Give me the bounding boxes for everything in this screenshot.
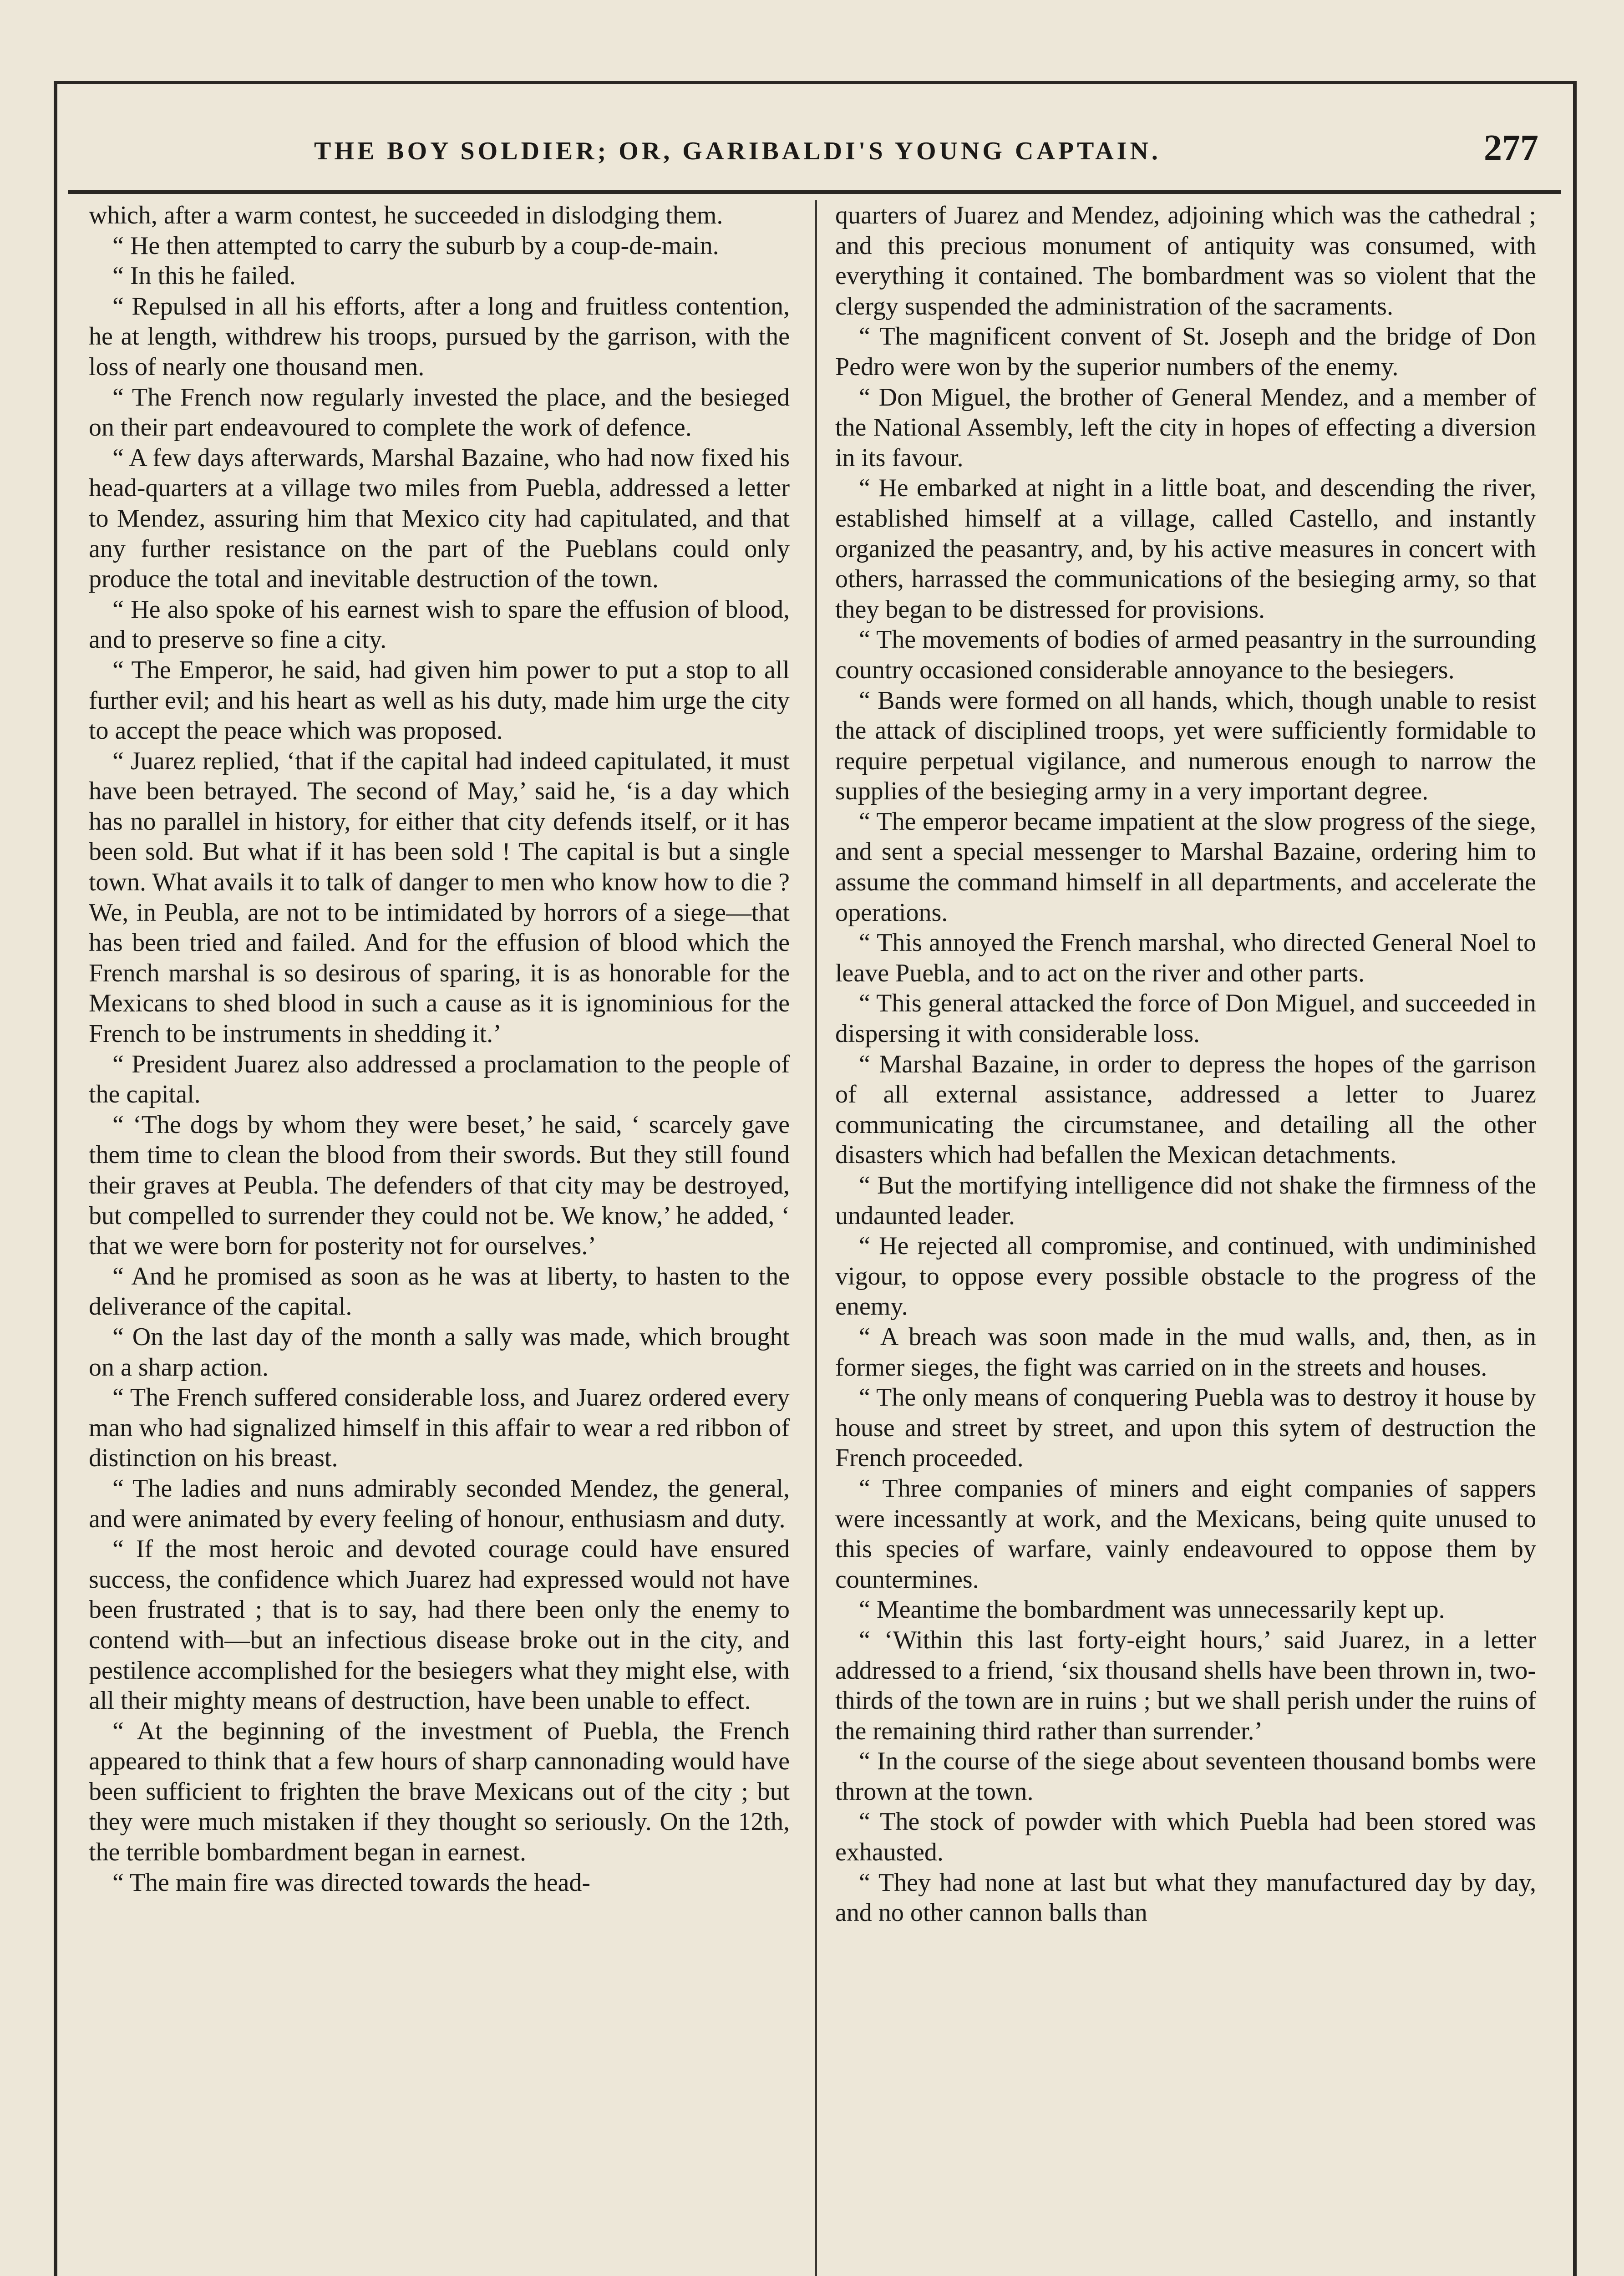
paragraph: “ And he promised as soon as he was at liberty, to hasten to the deliverance of the capital. (89, 1262, 790, 1321)
left-column (89, 200, 790, 1898)
paragraph: “ The Emperor, he said, had given him power to put a stop to all further evil; and his heart as well as his duty, made him urge the city to accept the peace which was proposed. (89, 655, 790, 745)
page-number: 277 (1484, 128, 1538, 168)
paragraph: “ He also spoke of his earnest wish to spare the effusion of blood, and to preserve so fine a city. (89, 595, 790, 654)
paragraph: “ He embarked at night in a little boat, and descending the river, established himself at a village, called Castello, and instantly organized the peasantry, and, by his active measures in concert with others, harrassed the communications of the besieging army, so that they began to be distressed for provisions. (835, 474, 1536, 624)
paragraph: which, after a warm contest, he succeeded in dislodging them. (89, 201, 723, 229)
page-header (68, 123, 1548, 182)
paragraph: “ Juarez replied, ‘that if the capital had indeed capitulated, it must have been betrayed. The second of May,’ said he, ‘is a day which has no parallel in history, for either that city defends itself, or it has been sold. But what if it has been sold ! The capital is but a single town. What avails it to talk of danger to men who know how to die ? We, in Peubla, are not to be intimidated by horrors of a siege—that has been tried and failed. And for the effusion of blood which the French marshal is so desirous of sparing, it is as honorable for the Mexicans to shed blood in such a cause as it is ignominious for the French to be instruments in shedding it.’ (89, 747, 790, 1048)
paragraph: “ The movements of bodies of armed peasantry in the surrounding country occasioned considerable annoyance to the besiegers. (835, 625, 1536, 684)
paragraph: “ Don Miguel, the brother of General Mendez, and a member of the National Assembly, left the city in hopes of effecting a diversion in its favour. (835, 383, 1536, 472)
paragraph: “ They had none at last but what they manufactured day by day, and no other cannon balls than (835, 1868, 1536, 1927)
paragraph: “ The stock of powder with which Puebla had been stored was exhausted. (835, 1808, 1536, 1867)
paragraph: “ At the beginning of the investment of Puebla, the French appeared to think that a few hours of sharp cannonading would have been sufficient to frighten the brave Mexicans out of the city ; but they were much mistaken if they thought so seriously. On the 12th, the terrible bombardment began in earnest. (89, 1717, 790, 1867)
paragraph: “ The magnificent convent of St. Joseph and the bridge of Don Pedro were won by the superior numbers of the enemy. (835, 322, 1536, 381)
paragraph: “ Three companies of miners and eight companies of sappers were incessantly at work, and the Mexicans, being quite unused to this species of warfare, vainly endeavoured to oppose them by countermines. (835, 1474, 1536, 1594)
paragraph: quarters of Juarez and Mendez, adjoining which was the cathedral ; and this precious monument of antiquity was consumed, with everything it contained. The bombardment was so violent that the clergy suspended the administration of the sacraments. (835, 201, 1536, 320)
paragraph: “ This general attacked the force of Don Miguel, and succeeded in dispersing it with considerable loss. (835, 989, 1536, 1048)
paragraph: “ In the course of the siege about seventeen thousand bombs were thrown at the town. (835, 1747, 1536, 1806)
paragraph: “ ‘The dogs by whom they were beset,’ he said, ‘ scarcely gave them time to clean the blood from their swords. But they still found their graves at Peubla. The defenders of that city may be destroyed, but compelled to surrender they could not be. We know,’ he added, ‘ that we were born for posterity not for ourselves.’ (89, 1110, 790, 1260)
paragraph: “ Repulsed in all his efforts, after a long and fruitless contention, he at length, withdrew his troops, pursued by the garrison, with the loss of nearly one thousand men. (89, 292, 790, 381)
paragraph: “ Bands were formed on all hands, which, though unable to resist the attack of disciplined troops, yet were sufficiently formidable to require perpetual vigilance, and numerous enough to narrow the supplies of the besieging army in a very important degree. (835, 686, 1536, 806)
paragraph: “ He rejected all compromise, and continued, with undiminished vigour, to oppose every possible obstacle to the progress of the enemy. (835, 1232, 1536, 1321)
right-column (835, 200, 1536, 1928)
paragraph: “ Marshal Bazaine, in order to depress the hopes of the garrison of all external assistance, addressed a letter to Juarez communicating the circumstanee, and detailing all the other disasters which had befallen the Mexican detachments. (835, 1050, 1536, 1169)
paragraph: “ A breach was soon made in the mud walls, and, then, as in former sieges, the fight was carried on in the streets and houses. (835, 1322, 1536, 1382)
paragraph: “ President Juarez also addressed a proclamation to the people of the capital. (89, 1050, 790, 1109)
paragraph: “ ‘Within this last forty-eight hours,’ said Juarez, in a letter addressed to a friend, ‘six thousand shells have been thrown in, two-thirds of the town are in ruins ; but we shall perish under the ruins of the remaining third rather than surrender.’ (835, 1626, 1536, 1745)
column-divider (815, 200, 817, 2276)
paragraph: “ On the last day of the month a sally was made, which brought on a sharp action. (89, 1322, 790, 1382)
paragraph: “ A few days afterwards, Marshal Bazaine, who had now fixed his head-quarters at a village two miles from Puebla, addressed a letter to Mendez, assuring him that Mexico city had capitulated, and that any further resistance on the part of the Pueblans could only produce the total and inevitable destruction of the town. (89, 443, 790, 594)
paragraph: “ The main fire was directed towards the head- (112, 1868, 591, 1897)
paragraph: “ This annoyed the French marshal, who directed General Noel to leave Puebla, and to act on the river and other parts. (835, 929, 1536, 987)
running-title: THE BOY SOLDIER; OR, GARIBALDI'S YOUNG CAPTAIN. (314, 137, 1161, 165)
paragraph: “ The French now regularly invested the place, and the besieged on their part endeavoured to complete the work of defence. (89, 383, 790, 442)
paragraph: “ In this he failed. (112, 262, 296, 290)
paragraph: “ The emperor became impatient at the slow progress of the siege, and sent a special messenger to Marshal Bazaine, ordering him to assume the command himself in all departments, and accelerate the operations. (835, 807, 1536, 927)
paragraph: “ The only means of conquering Puebla was to destroy it house by house and street by street, and upon this sytem of destruction the French proceeded. (835, 1383, 1536, 1473)
paragraph: “ The French suffered considerable loss, and Juarez ordered every man who had signalized himself in this affair to wear a red ribbon of distinction on his breast. (89, 1383, 790, 1473)
header-rule (68, 190, 1561, 194)
paragraph: “ But the mortifying intelligence did not shake the firmness of the undaunted leader. (835, 1171, 1536, 1230)
paragraph: “ The ladies and nuns admirably seconded Mendez, the general, and were animated by every feeling of honour, enthusiasm and duty. (89, 1474, 790, 1533)
paragraph: “ If the most heroic and devoted courage could have ensured success, the confidence which Juarez had expressed would not have been frustrated ; that is to say, had there been only the enemy to contend with—but an infectious disease broke out in the city, and pestilence accomplished for the besiegers what they might else, with all their mighty means of destruction, have been unable to effect. (89, 1535, 790, 1715)
paragraph: “ Meantime the bombardment was unnecessarily kept up. (859, 1595, 1445, 1624)
paragraph: “ He then attempted to carry the suburb by a coup-de-main. (112, 231, 719, 260)
